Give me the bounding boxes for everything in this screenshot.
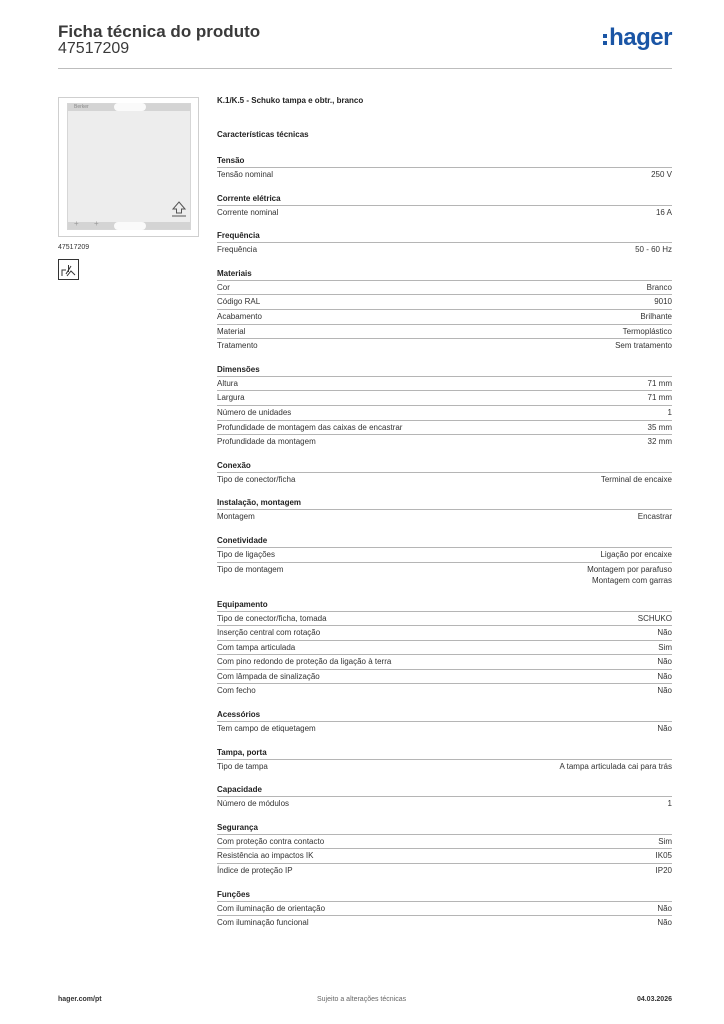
spec-value: Encastrar — [637, 512, 672, 522]
spec-value: 250 V — [651, 170, 672, 179]
section-title: Equipamento — [217, 599, 268, 609]
spec-value: SCHUKO — [637, 613, 672, 623]
spec-label: Cor — [217, 282, 230, 292]
spec-value: Brilhante — [640, 311, 672, 321]
spec-row — [217, 309, 672, 324]
spec-value: A tampa articulada cai para trás — [559, 761, 672, 771]
spec-content — [217, 96, 672, 930]
spec-row — [217, 683, 672, 698]
spec-label: Corrente nominal — [217, 207, 279, 217]
spec-value: Sim — [658, 642, 672, 652]
socket-cover-plate: Berker + + — [67, 103, 191, 230]
spec-label: Tipo de ligações — [217, 549, 275, 559]
section-title: Frequência — [217, 231, 260, 241]
spec-value: Sem tratamento — [615, 341, 672, 351]
spec-row — [217, 834, 672, 849]
page-title: Ficha técnica do produto — [58, 22, 261, 41]
section-title: Conexão — [217, 460, 251, 470]
spec-row — [217, 405, 672, 420]
spec-label: Material — [217, 326, 246, 336]
spec-value: Montagem por parafuso Montagem com garras — [587, 564, 672, 585]
section-title: Tensão — [217, 156, 245, 165]
spec-label: Código RAL — [217, 297, 261, 307]
product-name: K.1/K.5 - Schuko tampa e obtr., branco — [217, 96, 364, 105]
product-image — [58, 97, 199, 237]
section-title: Materiais — [217, 268, 252, 278]
spec-row — [217, 562, 672, 588]
spec-row — [217, 472, 672, 487]
spec-value: Não — [657, 657, 672, 667]
spec-value: 16 A — [655, 207, 672, 217]
spec-value: Não — [657, 671, 672, 681]
spec-value: IK05 — [655, 851, 672, 861]
spec-label: Com fecho — [217, 686, 256, 696]
spec-value: Não — [657, 918, 672, 928]
lift-arrow-icon — [172, 201, 186, 217]
spec-row — [217, 242, 672, 257]
spec-row — [217, 294, 672, 309]
spec-label: Tipo de montagem — [217, 564, 284, 574]
spec-label: Com proteção contra contacto — [217, 836, 325, 846]
spec-row — [217, 915, 672, 930]
spec-row — [217, 324, 672, 339]
spec-label: Com pino redondo de proteção da ligação à terra — [217, 657, 392, 667]
section-title: Conetividade — [217, 535, 268, 545]
spec-row — [217, 434, 672, 449]
spec-row — [217, 167, 672, 182]
footer-website: hager.com/pt — [58, 996, 102, 1003]
spec-label: Tipo de conector/ficha — [217, 474, 296, 484]
spec-label: Índice de proteção IP — [217, 866, 293, 876]
spec-value: Branco — [646, 282, 672, 292]
product-visual-column — [58, 97, 199, 280]
spec-row — [217, 759, 672, 774]
spec-row — [217, 796, 672, 811]
spec-value: 35 mm — [647, 422, 672, 432]
spec-row — [217, 611, 672, 626]
spec-value: Não — [657, 628, 672, 638]
page-header — [58, 20, 672, 69]
spec-label: Com iluminação funcional — [217, 918, 309, 928]
spec-row — [217, 669, 672, 684]
spec-value: Sim — [658, 836, 672, 846]
spec-sections — [217, 154, 672, 930]
spec-row — [217, 547, 672, 562]
spec-value: 71 mm — [647, 378, 672, 388]
spec-label: Com iluminação de orientação — [217, 903, 326, 913]
spec-row — [217, 640, 672, 655]
spec-row — [217, 205, 672, 220]
spec-label: Com tampa articulada — [217, 642, 296, 652]
footer-notice: Sujeito a alterações técnicas — [317, 996, 407, 1003]
section-title: Capacidade — [217, 785, 262, 795]
spec-row — [217, 280, 672, 295]
spec-value: 1 — [667, 407, 672, 417]
spec-value: 32 mm — [647, 437, 672, 447]
spec-value: Não — [657, 724, 672, 734]
section-title: Tampa, porta — [217, 747, 267, 757]
spec-row — [217, 509, 672, 524]
spec-label: Resistência ao impactos IK — [217, 851, 314, 861]
section-title: Instalação, montagem — [217, 498, 302, 508]
section-heading: Características técnicas — [217, 130, 309, 139]
image-caption: 47517209 — [58, 244, 90, 251]
section-title: Acessórios — [217, 710, 261, 720]
spec-value: IP20 — [655, 866, 672, 876]
spec-value: 9010 — [654, 297, 672, 307]
footer-date: 04.03.2026 — [636, 996, 672, 1003]
spec-value: 1 — [667, 799, 672, 809]
section-title: Dimensões — [217, 364, 260, 374]
product-number: 47517209 — [58, 40, 130, 57]
spec-row — [217, 420, 672, 435]
spec-row — [217, 390, 672, 405]
spec-label: Profundidade da montagem — [217, 437, 316, 447]
spec-row — [217, 625, 672, 640]
hager-logo — [603, 26, 672, 50]
spec-label: Inserção central com rotação — [217, 628, 321, 638]
spec-row — [217, 338, 672, 353]
spec-row — [217, 654, 672, 669]
spec-value: 71 mm — [647, 393, 672, 403]
spec-label: Frequência — [217, 245, 258, 255]
spec-label: Tipo de tampa — [217, 761, 268, 771]
spec-label: Altura — [217, 378, 238, 388]
spec-label: Largura — [217, 393, 245, 403]
spec-label: Tem campo de etiquetagem — [217, 724, 316, 734]
spec-label: Número de módulos — [217, 799, 290, 809]
spec-value: Termoplástico — [622, 326, 672, 336]
section-title: Corrente elétrica — [217, 193, 281, 203]
spec-label: Tratamento — [217, 341, 258, 351]
spec-value: Terminal de encaixe — [600, 474, 672, 484]
spec-row — [217, 848, 672, 863]
logo-text: hager — [609, 24, 672, 51]
spec-value: Ligação por encaixe — [600, 549, 672, 559]
spec-label: Tipo de conector/ficha, tomada — [217, 613, 327, 623]
section-title: Funções — [217, 889, 250, 899]
spec-label: Acabamento — [217, 311, 262, 321]
spec-value: Não — [657, 686, 672, 696]
spec-row — [217, 901, 672, 916]
logo-dots-icon — [603, 34, 607, 45]
spec-value: 50 - 60 Hz — [635, 245, 672, 255]
spec-row — [217, 863, 672, 878]
spec-row — [217, 721, 672, 736]
spec-label: Com lâmpada de sinalização — [217, 671, 320, 681]
spec-value: Não — [657, 903, 672, 913]
spec-label: Número de unidades — [217, 407, 292, 417]
spec-label: Profundidade de montagem das caixas de encastrar — [217, 422, 403, 432]
plate-brand-label: Berker — [74, 104, 89, 110]
section-title: Segurança — [217, 822, 258, 832]
spec-label: Tensão nominal — [217, 170, 274, 179]
spec-row — [217, 376, 672, 391]
flush-mount-icon — [58, 259, 79, 280]
spec-label: Montagem — [217, 512, 255, 522]
